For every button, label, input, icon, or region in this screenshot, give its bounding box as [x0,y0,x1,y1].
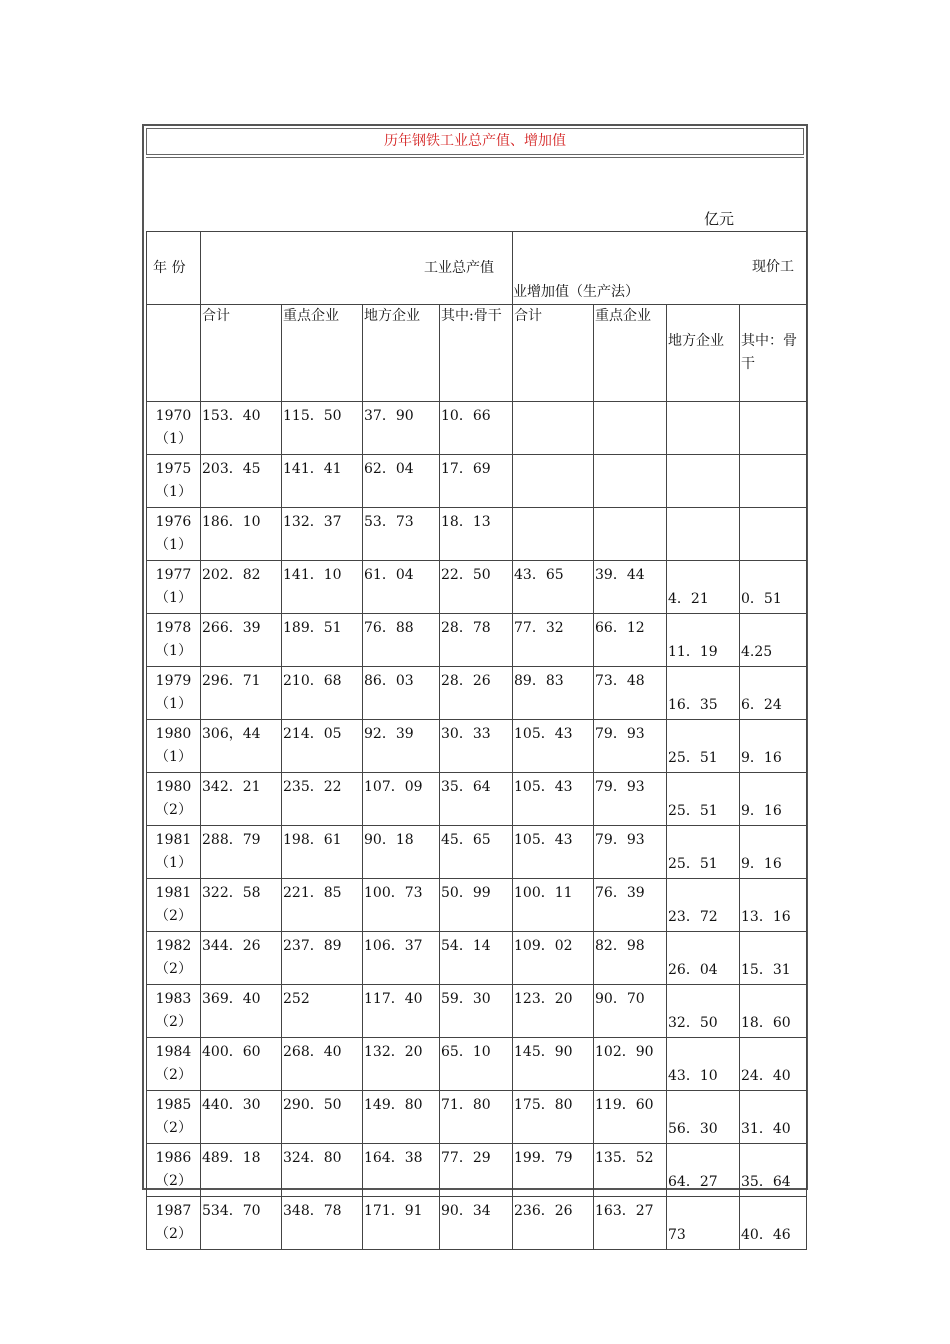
value-cell: 79．93 [594,773,667,826]
value-cell: 65．10 [440,1038,513,1091]
value-cell: 237．89 [282,932,363,985]
value-cell: 25．51 [667,720,740,773]
year-value: 1970 [155,408,192,424]
value-cell [740,508,807,561]
value-cell: 189．51 [282,614,363,667]
value-cell: 25．51 [667,773,740,826]
year-cell [147,826,201,879]
table-row [147,1038,807,1091]
value-cell: 18．13 [440,508,513,561]
value-cell: 92．39 [363,720,440,773]
table-row [147,508,807,561]
header-row-groups [147,232,807,305]
value-cell: 171．91 [363,1197,440,1250]
year-cell [147,879,201,932]
table-row [147,720,807,773]
value-cell: 149．80 [363,1091,440,1144]
table-row [147,1144,807,1197]
value-cell: 89．83 [513,667,594,720]
year-cell [147,1091,201,1144]
value-cell: 82．98 [594,932,667,985]
table-row [147,1197,807,1250]
header-value-added [513,232,807,305]
value-cell: 175．80 [513,1091,594,1144]
year-value: 1976 [155,514,192,530]
value-cell: 28．26 [440,667,513,720]
value-cell: 235．22 [282,773,363,826]
value-cell: 18．60 [740,985,807,1038]
value-cell: 35．64 [440,773,513,826]
value-cell: 77．32 [513,614,594,667]
header-year: 年 份 [147,232,201,305]
header-gross-value: 工业总产值 [201,232,513,305]
year-note: （1） [155,590,192,606]
value-cell: 71．80 [440,1091,513,1144]
value-cell: 31．40 [740,1091,807,1144]
value-cell: 4．21 [667,561,740,614]
value-cell: 64．27 [667,1144,740,1197]
year-cell [147,614,201,667]
value-cell: 296．71 [201,667,282,720]
value-cell: 252 [282,985,363,1038]
value-cell: 90．18 [363,826,440,879]
header-empty [147,305,201,402]
value-cell: 210．68 [282,667,363,720]
value-cell: 163．27 [594,1197,667,1250]
year-cell [147,455,201,508]
value-cell: 24．40 [740,1038,807,1091]
header-key-enterprises-gross: 重点企业 [282,305,363,402]
value-cell: 73 [667,1197,740,1250]
value-cell: 4.25 [740,614,807,667]
value-cell: 440．30 [201,1091,282,1144]
value-cell: 342．21 [201,773,282,826]
year-note: （2） [155,961,192,977]
table-row [147,773,807,826]
value-cell [740,455,807,508]
year-cell [147,561,201,614]
value-cell: 9．16 [740,720,807,773]
year-value: 1980 [155,779,192,795]
value-cell: 344．26 [201,932,282,985]
year-cell [147,508,201,561]
year-value: 1979 [155,673,192,689]
value-cell: 86．03 [363,667,440,720]
value-cell: 324．80 [282,1144,363,1197]
value-cell: 9．16 [740,773,807,826]
table-row [147,455,807,508]
table-row [147,402,807,455]
year-note: （2） [155,1226,192,1242]
value-cell: 43．10 [667,1038,740,1091]
value-cell [513,508,594,561]
value-cell: 100．73 [363,879,440,932]
value-cell: 109．02 [513,932,594,985]
year-value: 1985 [155,1097,192,1113]
value-cell: 90．34 [440,1197,513,1250]
year-cell [147,1197,201,1250]
value-cell: 11．19 [667,614,740,667]
value-cell: 79．93 [594,826,667,879]
value-cell: 39．44 [594,561,667,614]
table-row [147,826,807,879]
year-note: （1） [155,537,192,553]
value-cell [594,508,667,561]
table-row [147,561,807,614]
value-cell: 13．16 [740,879,807,932]
year-value: 1987 [155,1203,192,1219]
value-cell: 153．40 [201,402,282,455]
value-cell: 17．69 [440,455,513,508]
value-cell: 16．35 [667,667,740,720]
year-note: （2） [155,802,192,818]
value-cell: 10．66 [440,402,513,455]
year-value: 1986 [155,1150,192,1166]
year-cell [147,402,201,455]
year-cell [147,1144,201,1197]
header-total-added: 合计 [513,305,594,402]
year-note: （1） [155,431,192,447]
value-cell [594,455,667,508]
value-cell [513,402,594,455]
value-cell: 164．38 [363,1144,440,1197]
value-cell: 76．88 [363,614,440,667]
value-cell: 62．04 [363,455,440,508]
value-cell [667,455,740,508]
year-value: 1981 [155,885,192,901]
year-note: （2） [155,1014,192,1030]
value-cell: 105．43 [513,773,594,826]
value-cell: 45．65 [440,826,513,879]
year-cell [147,720,201,773]
value-cell: 107．09 [363,773,440,826]
value-cell [667,508,740,561]
value-cell: 534．70 [201,1197,282,1250]
table-row [147,932,807,985]
year-cell [147,932,201,985]
header-row-subcolumns [147,305,807,402]
value-cell: 56．30 [667,1091,740,1144]
year-value: 1980 [155,726,192,742]
year-note: （2） [155,1173,192,1189]
year-cell [147,985,201,1038]
value-cell [667,402,740,455]
value-cell: 54．14 [440,932,513,985]
value-cell: 35．64 [740,1144,807,1197]
value-cell: 288．79 [201,826,282,879]
value-cell: 37．90 [363,402,440,455]
value-cell: 28．78 [440,614,513,667]
header-value-added-part2: 业增加值（生产法） [513,284,639,300]
value-cell: 30．33 [440,720,513,773]
value-cell: 221．85 [282,879,363,932]
value-cell: 141．10 [282,561,363,614]
header-key-enterprises-added: 重点企业 [594,305,667,402]
value-cell: 115．50 [282,402,363,455]
value-cell: 132．37 [282,508,363,561]
year-note: （2） [155,908,192,924]
value-cell: 40．46 [740,1197,807,1250]
year-note: （1） [155,696,192,712]
value-cell: 53．73 [363,508,440,561]
value-cell: 59．30 [440,985,513,1038]
value-cell: 489．18 [201,1144,282,1197]
header-total-gross: 合计 [201,305,282,402]
value-cell: 203．45 [201,455,282,508]
value-cell: 73．48 [594,667,667,720]
value-cell: 236．26 [513,1197,594,1250]
value-cell: 322．58 [201,879,282,932]
table-row [147,614,807,667]
value-cell: 117．40 [363,985,440,1038]
table-title: 历年钢铁工业总产值、增加值 [146,128,804,155]
value-cell [513,455,594,508]
year-value: 1984 [155,1044,192,1060]
value-cell: 6．24 [740,667,807,720]
value-cell: 214．05 [282,720,363,773]
value-cell: 79．93 [594,720,667,773]
value-cell: 123．20 [513,985,594,1038]
value-cell: 105．43 [513,720,594,773]
year-value: 1978 [155,620,192,636]
value-cell [594,402,667,455]
year-note: （1） [155,749,192,765]
value-cell: 198．61 [282,826,363,879]
value-cell: 90．70 [594,985,667,1038]
year-cell [147,773,201,826]
year-value: 1982 [155,938,192,954]
value-cell: 306，44 [201,720,282,773]
value-cell: 9．16 [740,826,807,879]
header-local-enterprises-added: 地方企业 [667,305,740,402]
value-cell: 141．41 [282,455,363,508]
year-value: 1983 [155,991,192,1007]
value-cell: 76．39 [594,879,667,932]
value-cell: 290．50 [282,1091,363,1144]
value-cell: 202．82 [201,561,282,614]
year-note: （1） [155,643,192,659]
header-backbone-added: 其中：骨干 [740,305,807,402]
steel-industry-table [146,231,807,1250]
value-cell: 199．79 [513,1144,594,1197]
value-cell: 50．99 [440,879,513,932]
value-cell: 145．90 [513,1038,594,1091]
table-row [147,985,807,1038]
value-cell: 119．60 [594,1091,667,1144]
value-cell: 43．65 [513,561,594,614]
value-cell: 266．39 [201,614,282,667]
year-note: （2） [155,1067,192,1083]
value-cell [740,402,807,455]
value-cell: 23．72 [667,879,740,932]
value-cell: 26．04 [667,932,740,985]
table-row [147,667,807,720]
value-cell: 15．31 [740,932,807,985]
value-cell: 105．43 [513,826,594,879]
value-cell: 0．51 [740,561,807,614]
year-note: （2） [155,1120,192,1136]
header-value-added-part1: 现价工 [752,259,794,275]
value-cell: 135．52 [594,1144,667,1197]
value-cell: 66．12 [594,614,667,667]
year-value: 1977 [155,567,192,583]
value-cell: 186．10 [201,508,282,561]
value-cell: 25．51 [667,826,740,879]
unit-label: 亿元 [704,210,735,228]
value-cell: 22．50 [440,561,513,614]
value-cell: 77．29 [440,1144,513,1197]
year-note: （1） [155,484,192,500]
value-cell: 100．11 [513,879,594,932]
year-cell [147,1038,201,1091]
year-note: （1） [155,855,192,871]
year-value: 1975 [155,461,192,477]
value-cell: 400．60 [201,1038,282,1091]
header-backbone-gross: 其中:骨干 [440,305,513,402]
value-cell: 102．90 [594,1038,667,1091]
value-cell: 61．04 [363,561,440,614]
value-cell: 106．37 [363,932,440,985]
header-local-enterprises-gross: 地方企业 [363,305,440,402]
value-cell: 348．78 [282,1197,363,1250]
year-cell [147,667,201,720]
value-cell: 32．50 [667,985,740,1038]
value-cell: 132．20 [363,1038,440,1091]
table-row [147,879,807,932]
value-cell: 369．40 [201,985,282,1038]
year-value: 1981 [155,832,192,848]
table-row [147,1091,807,1144]
value-cell: 268．40 [282,1038,363,1091]
